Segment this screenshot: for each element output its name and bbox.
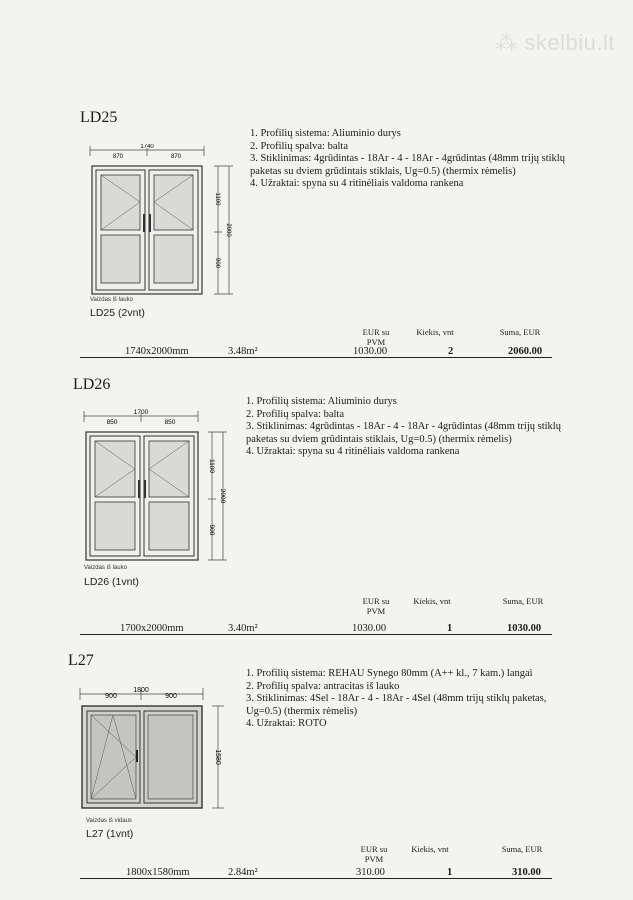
- item-ld26: [0, 370, 633, 640]
- qty-header: Kiekis, vnt: [416, 327, 454, 337]
- dim-total: 1740: [140, 144, 154, 150]
- sum-cell: 1030.00: [507, 623, 542, 634]
- door-drawing: [80, 408, 230, 563]
- view-label: Vaizdas iš vidaus: [86, 818, 132, 824]
- price-row: [80, 343, 552, 358]
- qty-label: LD26 (1vnt): [84, 576, 139, 588]
- dim-right: 900: [165, 693, 177, 700]
- size-cell: 1740x2000mm: [125, 346, 189, 357]
- dim-h-top: 1100: [208, 459, 215, 473]
- spec-list: [250, 128, 570, 191]
- qty-cell: 1: [447, 867, 453, 878]
- item-ld25: [0, 0, 633, 370]
- price-header: EUR su PVM: [362, 327, 390, 347]
- sum-header: Suma, EUR: [502, 596, 544, 606]
- dim-left: 850: [106, 419, 118, 426]
- price-header: EUR su PVM: [362, 596, 390, 616]
- price-header: EUR su PVM: [360, 844, 388, 864]
- size-cell: 1700x2000mm: [120, 623, 184, 634]
- sum-header: Suma, EUR: [501, 844, 543, 854]
- price-cell: 1030.00: [353, 346, 388, 357]
- item-code: LD25: [80, 109, 118, 126]
- spec-item: 2. Profilių spalva: balta: [246, 408, 344, 420]
- spec-item: 2. Profilių spalva: antracitas iš lauko: [246, 680, 400, 692]
- sum-header: Suma, EUR: [499, 327, 541, 337]
- view-label: Vaizdas iš lauko: [84, 565, 127, 571]
- qty-header: Kiekis, vnt: [411, 844, 449, 854]
- dim-left: 870: [112, 154, 124, 160]
- size-cell: 1800x1580mm: [126, 867, 190, 878]
- spec-item: 3. Stiklinimas: 4grūdintas - 18Ar - 4 - 18Ar - 4grūdintas (48mm trijų stiklų paketas su dviem grūdintais stiklais, Ug=0.5) (thermix rėmelis): [246, 421, 561, 445]
- watermark-text: skelbiu.lt: [524, 30, 615, 55]
- window-icon: [78, 684, 228, 814]
- item-code: LD26: [73, 376, 111, 393]
- area-cell: 3.48m²: [228, 346, 258, 357]
- dim-h-top: 1100: [214, 192, 220, 206]
- item-code: L27: [68, 652, 94, 669]
- dim-total: 1700: [133, 409, 149, 416]
- qty-cell: 1: [447, 623, 453, 634]
- dim-right: 850: [164, 419, 176, 426]
- spec-item: 4. Užraktai: ROTO: [246, 718, 327, 729]
- price-cell: 310.00: [356, 867, 385, 878]
- view-label: Vaizdas iš lauko: [90, 297, 133, 303]
- spec-item: 1. Profilių sistema: REHAU Synego 80mm (A++ kl., 7 kam.) langai: [246, 668, 533, 679]
- sum-cell: 310.00: [512, 867, 541, 878]
- price-row: [80, 620, 552, 635]
- price-row: [80, 864, 552, 879]
- sum-cell: 2060.00: [508, 346, 543, 357]
- dim-right: 870: [170, 154, 182, 160]
- spec-list: [246, 668, 581, 731]
- door-drawing: [86, 144, 236, 299]
- price-cell: 1030.00: [352, 623, 387, 634]
- spec-item: 2. Profilių spalva: balta: [250, 140, 348, 152]
- dim-h-total: 2000: [225, 223, 231, 237]
- window-drawing: [78, 684, 228, 814]
- spec-item: 4. Užraktai: spyna su 4 ritinėliais valdoma rankena: [250, 178, 464, 189]
- dim-total: 1800: [133, 687, 149, 694]
- qty-label: L27 (1vnt): [86, 828, 134, 840]
- spec-list: [246, 396, 566, 459]
- double-door-icon: [80, 408, 230, 563]
- spec-item: 3. Stiklinimas: 4Sel - 18Ar - 4 - 18Ar - 4Sel (48mm trijų stiklų paketas, Ug=0.5) (thermix rėmelis): [246, 693, 547, 717]
- spec-item: 3. Stiklinimas: 4grūdintas - 18Ar - 4 - 18Ar - 4grūdintas (48mm trijų stiklų paketas su dviem grūdintais stiklais, Ug=0.5) (thermix rėmelis): [250, 153, 565, 177]
- spec-item: 1. Profilių sistema: Aliuminio durys: [250, 128, 401, 139]
- qty-header: Kiekis, vnt: [413, 596, 451, 606]
- qty-label: LD25 (2vnt): [90, 307, 145, 319]
- spec-item: 4. Užraktai: spyna su 4 ritinėliais valdoma rankena: [246, 446, 460, 457]
- dim-left: 900: [105, 693, 117, 700]
- double-door-icon: [86, 144, 236, 299]
- qty-cell: 2: [448, 346, 454, 357]
- dim-h-bottom: 900: [208, 524, 215, 536]
- dim-h-total: 1580: [214, 749, 221, 765]
- watermark-logo-icon: ⁂: [495, 30, 518, 55]
- item-l27: [0, 640, 633, 900]
- dim-h-total: 2000: [219, 488, 226, 504]
- dim-h-bottom: 900: [214, 257, 220, 269]
- area-cell: 3.40m²: [228, 623, 258, 634]
- spec-item: 1. Profilių sistema: Aliuminio durys: [246, 396, 397, 407]
- area-cell: 2.84m²: [228, 867, 258, 878]
